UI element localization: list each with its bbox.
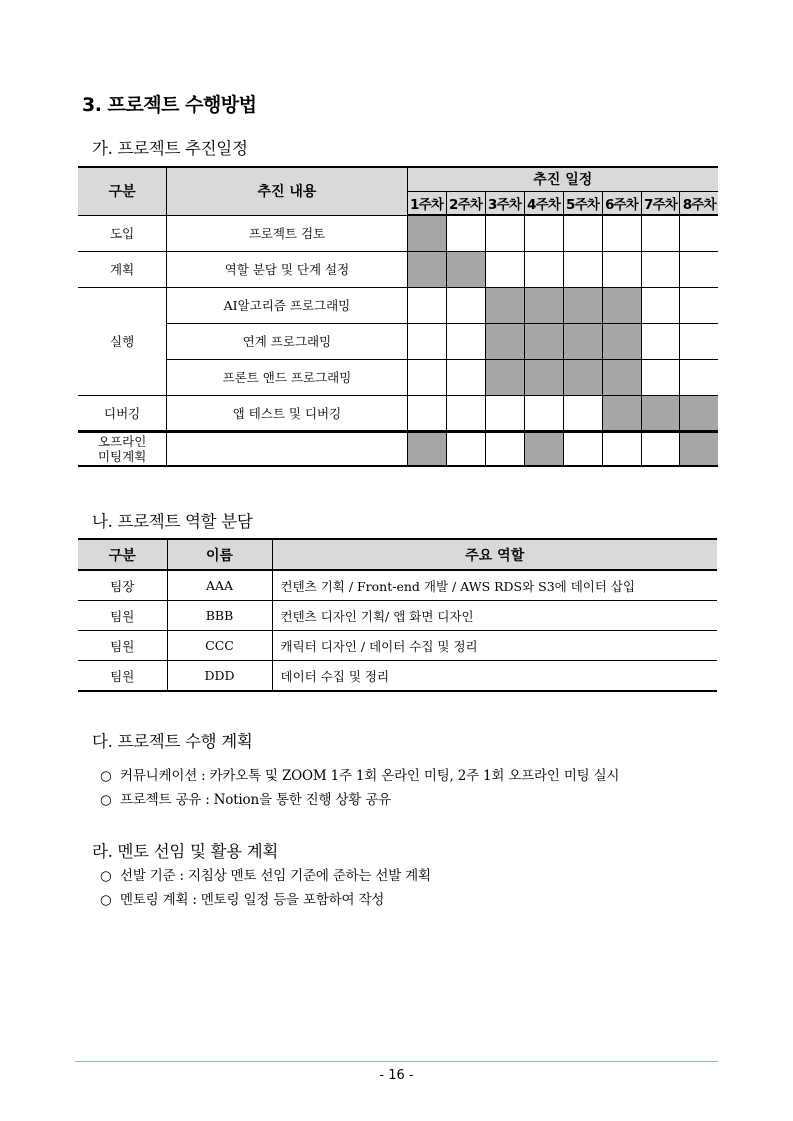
schedule-cell xyxy=(602,215,641,251)
header-name: 이름 xyxy=(167,539,272,570)
role-category: 팀원 xyxy=(78,661,167,692)
table-row xyxy=(78,631,717,661)
schedule-cell-active xyxy=(680,395,718,431)
week-header: 6주차 xyxy=(602,191,641,215)
row-content: 프로젝트 검토 xyxy=(167,215,407,251)
schedule-cell-active xyxy=(407,431,446,466)
schedule-row xyxy=(78,323,718,359)
schedule-cell-active xyxy=(602,395,641,431)
role-category: 팀원 xyxy=(78,631,167,661)
schedule-cell-active xyxy=(563,287,602,323)
subsection-mentor-title: 라. 멘토 선임 및 활용 계획 xyxy=(92,842,279,861)
schedule-cell xyxy=(563,251,602,287)
schedule-cell-active xyxy=(485,287,524,323)
schedule-cell xyxy=(407,395,446,431)
table-row xyxy=(78,601,717,631)
schedule-cell-active xyxy=(407,251,446,287)
role-category: 팀장 xyxy=(78,570,167,601)
schedule-cell xyxy=(641,287,680,323)
schedule-cell-active xyxy=(485,323,524,359)
bullet-icon: ○ xyxy=(100,792,112,808)
schedule-cell xyxy=(524,215,563,251)
member-role: 캐릭터 디자인 / 데이터 수집 및 정리 xyxy=(272,631,717,661)
schedule-cell xyxy=(602,431,641,466)
schedule-cell xyxy=(446,431,485,466)
table-row xyxy=(78,570,717,601)
row-content xyxy=(167,431,407,466)
schedule-cell xyxy=(446,215,485,251)
week-header: 4주차 xyxy=(524,191,563,215)
list-item xyxy=(100,764,619,784)
week-header: 2주차 xyxy=(446,191,485,215)
schedule-cell xyxy=(602,251,641,287)
member-name: AAA xyxy=(167,570,272,601)
schedule-cell xyxy=(485,215,524,251)
row-content: 연계 프로그래밍 xyxy=(167,323,407,359)
week-header: 5주차 xyxy=(563,191,602,215)
row-category xyxy=(78,431,167,466)
member-name: BBB xyxy=(167,601,272,631)
schedule-cell xyxy=(407,323,446,359)
schedule-cell xyxy=(680,287,718,323)
header-role: 주요 역할 xyxy=(272,539,717,570)
member-role: 데이터 수집 및 정리 xyxy=(272,661,717,692)
schedule-cell xyxy=(563,431,602,466)
schedule-cell-active xyxy=(602,359,641,395)
schedule-row xyxy=(78,215,718,251)
schedule-cell-active xyxy=(680,431,718,466)
list-item xyxy=(100,788,391,808)
schedule-cell xyxy=(563,215,602,251)
bullet-icon: ○ xyxy=(100,768,112,784)
header-schedule: 추진 일정 xyxy=(407,167,718,191)
schedule-cell xyxy=(641,431,680,466)
schedule-cell-active xyxy=(407,215,446,251)
schedule-table xyxy=(78,166,718,467)
row-category: 도입 xyxy=(78,215,167,251)
schedule-cell-active xyxy=(524,359,563,395)
schedule-cell xyxy=(446,287,485,323)
row-content: 프론트 앤드 프로그래밍 xyxy=(167,359,407,395)
schedule-cell xyxy=(680,251,718,287)
page-number: - 16 - xyxy=(379,1068,414,1083)
list-item-text: 선발 기준 : 지침상 멘토 선임 기준에 준하는 선발 계획 xyxy=(120,868,431,884)
schedule-cell xyxy=(446,323,485,359)
schedule-cell-active xyxy=(485,359,524,395)
schedule-cell xyxy=(641,251,680,287)
schedule-cell xyxy=(524,251,563,287)
footer-divider xyxy=(75,1061,718,1062)
member-name: CCC xyxy=(167,631,272,661)
week-header: 1주차 xyxy=(407,191,446,215)
schedule-cell-active xyxy=(602,287,641,323)
schedule-cell-active xyxy=(524,431,563,466)
bullet-icon: ○ xyxy=(100,868,112,884)
schedule-row xyxy=(78,251,718,287)
schedule-cell xyxy=(641,323,680,359)
schedule-cell-active xyxy=(602,323,641,359)
schedule-row xyxy=(78,287,718,323)
row-content: 역할 분담 및 단계 설정 xyxy=(167,251,407,287)
row-category-line: 오프라인 xyxy=(97,433,147,449)
week-header: 8주차 xyxy=(680,191,718,215)
schedule-row xyxy=(78,359,718,395)
member-role: 컨텐츠 기획 / Front-end 개발 / AWS RDS와 S3에 데이터 삽입 xyxy=(272,570,717,601)
header-category: 구분 xyxy=(78,539,167,570)
member-name: DDD xyxy=(167,661,272,692)
list-item-text: 커뮤니케이션 : 카카오톡 및 ZOOM 1주 1회 온라인 미팅, 2주 1회 오프라인 미팅 실시 xyxy=(120,768,620,784)
schedule-cell xyxy=(485,251,524,287)
list-item-text: 프로젝트 공유 : Notion을 통한 진행 상황 공유 xyxy=(120,792,391,808)
schedule-row xyxy=(78,431,718,466)
schedule-cell-active xyxy=(446,251,485,287)
schedule-row xyxy=(78,395,718,431)
schedule-cell xyxy=(485,431,524,466)
row-category: 계획 xyxy=(78,251,167,287)
week-header: 3주차 xyxy=(485,191,524,215)
week-header: 7주차 xyxy=(641,191,680,215)
subsection-schedule-title: 가. 프로젝트 추진일정 xyxy=(92,139,248,158)
schedule-cell xyxy=(407,287,446,323)
schedule-cell-active xyxy=(641,395,680,431)
roles-table xyxy=(78,538,717,692)
section-title: 3. 프로젝트 수행방법 xyxy=(82,94,257,116)
schedule-cell xyxy=(680,323,718,359)
schedule-cell-active xyxy=(563,323,602,359)
list-item-text: 멘토링 계획 : 멘토링 일정 등을 포함하여 작성 xyxy=(120,892,385,908)
schedule-cell xyxy=(446,359,485,395)
list-item xyxy=(100,864,431,884)
schedule-cell xyxy=(407,359,446,395)
schedule-cell-active xyxy=(524,323,563,359)
schedule-cell xyxy=(641,215,680,251)
schedule-cell xyxy=(680,359,718,395)
row-category: 실행 xyxy=(78,287,167,395)
row-category: 디버깅 xyxy=(78,395,167,431)
subsection-plan-title: 다. 프로젝트 수행 계획 xyxy=(92,732,253,751)
member-role: 컨텐츠 디자인 기획/ 앱 화면 디자인 xyxy=(272,601,717,631)
header-content: 추진 내용 xyxy=(167,167,407,215)
row-category-line: 미팅계획 xyxy=(97,448,147,464)
subsection-roles-title: 나. 프로젝트 역할 분담 xyxy=(92,512,253,531)
bullet-icon: ○ xyxy=(100,892,112,908)
schedule-cell-active xyxy=(524,287,563,323)
schedule-cell xyxy=(563,395,602,431)
table-row xyxy=(78,661,717,692)
list-item xyxy=(100,888,384,908)
schedule-cell xyxy=(524,395,563,431)
role-category: 팀원 xyxy=(78,601,167,631)
schedule-cell-active xyxy=(563,359,602,395)
schedule-cell xyxy=(680,215,718,251)
schedule-cell xyxy=(485,395,524,431)
row-content: AI알고리즘 프로그래밍 xyxy=(167,287,407,323)
schedule-cell xyxy=(641,359,680,395)
schedule-cell xyxy=(446,395,485,431)
header-category: 구분 xyxy=(78,167,167,215)
row-content: 앱 테스트 및 디버깅 xyxy=(167,395,407,431)
